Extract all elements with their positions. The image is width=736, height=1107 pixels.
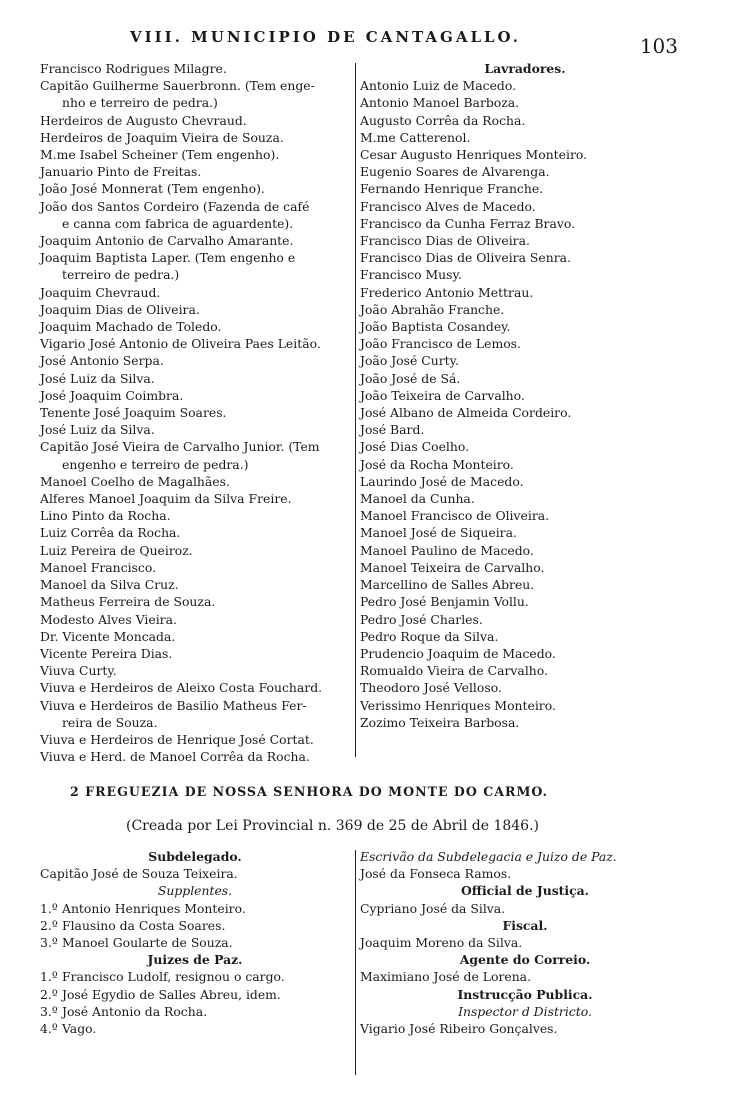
list-item-continuation: nho e terreiro de pedra.): [62, 95, 218, 111]
subdelegado-heading: Subdelegado.: [148, 849, 242, 864]
right-name-list: [360, 60, 690, 731]
list-item: Manoel Francisco.: [40, 559, 157, 575]
official-name: José Antonio da Rocha.: [62, 1003, 208, 1019]
instrucao-heading: Instrucção Publica.: [457, 986, 593, 1002]
list-item: Francisco Musy.: [360, 267, 462, 283]
left-name-list: [40, 60, 350, 765]
list-item: Theodoro José Velloso.: [360, 680, 502, 696]
list-item: Pedro Roque da Silva.: [360, 628, 499, 644]
list-item: Alferes Manoel Joaquim da Silva Freire.: [40, 491, 292, 507]
official-name: Francisco Ludolf, resignou o cargo.: [62, 969, 285, 985]
list-item: Fernando Henrique Franche.: [360, 181, 544, 197]
list-item: José Albano de Almeida Cordeiro.: [360, 405, 572, 421]
list-item: José Joaquim Coimbra.: [40, 387, 184, 403]
list-item: Manoel da Silva Cruz.: [40, 577, 179, 593]
list-item: Verissimo Henriques Monteiro.: [360, 697, 556, 713]
list-item: Prudencio Joaquim de Macedo.: [360, 645, 556, 661]
inspector-name: Vigario José Ribeiro Gonçalves.: [360, 1021, 558, 1037]
list-item: Vigario José Antonio de Oliveira Paes Leitão.: [40, 336, 321, 352]
column-divider: [355, 850, 356, 1075]
running-head: VIII. MUNICIPIO DE CANTAGALLO.: [130, 28, 521, 46]
list-item: Antonio Manoel Barboza.: [360, 95, 520, 111]
list-item: Manoel da Cunha.: [360, 491, 475, 507]
ordinal: 2.º: [40, 917, 58, 933]
list-item: Francisco Alves de Macedo.: [360, 198, 536, 214]
list-item: Herdeiros de Joaquim Vieira de Souza.: [40, 129, 284, 145]
list-item: Francisco da Cunha Ferraz Bravo.: [360, 215, 576, 231]
list-item: M.me Isabel Scheiner (Tem engenho).: [40, 147, 280, 163]
list-item: José Dias Coelho.: [360, 439, 470, 455]
official-name: Flausino da Costa Soares.: [62, 917, 226, 933]
column-divider: [355, 63, 356, 757]
list-item: João José de Sá.: [360, 370, 461, 386]
list-item: Francisco Rodrigues Milagre.: [40, 61, 227, 76]
list-item: Eugenio Soares de Alvarenga.: [360, 164, 550, 180]
correio-heading: Agente do Correio.: [459, 952, 591, 968]
list-item: Manoel Francisco de Oliveira.: [360, 508, 550, 524]
list-item: João José Curty.: [360, 353, 459, 369]
official-heading: Official de Justiça.: [461, 883, 589, 899]
fiscal-name: Joaquim Moreno da Silva.: [360, 935, 523, 951]
ordinal: 2.º: [40, 986, 58, 1002]
list-item: [40, 934, 350, 951]
list-item: M.me Catterenol.: [360, 129, 471, 145]
list-item-continuation: terreiro de pedra.): [62, 267, 180, 283]
list-item: Marcellino de Salles Abreu.: [360, 577, 535, 593]
list-item: Viuva Curty.: [40, 663, 117, 679]
list-item: José da Rocha Monteiro.: [360, 456, 514, 472]
list-item: Romualdo Vieira de Carvalho.: [360, 663, 548, 679]
list-item: José Luiz da Silva.: [40, 370, 155, 386]
list-item: João dos Santos Cordeiro (Fazenda de café: [40, 198, 310, 214]
page-number: 103: [639, 34, 678, 58]
ordinal: 3.º: [40, 935, 58, 951]
list-item: Manoel José de Siqueira.: [360, 525, 517, 541]
section-heading: 2 FREGUEZIA DE NOSSA SENHORA DO MONTE DO CARMO.: [70, 784, 549, 799]
lavradores-heading: Lavradores.: [484, 61, 566, 76]
list-item: João Baptista Cosandey.: [360, 319, 511, 335]
list-item: João Abrahão Franche.: [360, 301, 505, 317]
list-item: Viuva e Herd. de Manoel Corrêa da Rocha.: [40, 749, 310, 765]
list-item: Manoel Coelho de Magalhães.: [40, 473, 230, 489]
list-item: Manoel Teixeira de Carvalho.: [360, 559, 545, 575]
section-subtitle: (Creada por Lei Provincial n. 369 de 25 de Abril de 1846.): [126, 818, 539, 834]
list-item-continuation: engenho e terreiro de pedra.): [62, 456, 249, 472]
list-item: João Francisco de Lemos.: [360, 336, 521, 352]
list-item: Modesto Alves Vieira.: [40, 611, 177, 627]
list-item: Joaquim Baptista Laper. (Tem engenho e: [40, 250, 296, 266]
official-name: Manoel Goularte de Souza.: [62, 935, 233, 951]
list-item: Viuva e Herdeiros de Aleixo Costa Fouchard.: [40, 680, 323, 696]
list-item: Joaquim Antonio de Carvalho Amarante.: [40, 233, 294, 249]
official-name: Antonio Henriques Monteiro.: [62, 900, 246, 916]
list-item: Capitão Guilherme Sauerbronn. (Tem enge-: [40, 78, 315, 94]
list-item: Joaquim Machado de Toledo.: [40, 319, 222, 335]
list-item: Augusto Corrêa da Rocha.: [360, 112, 526, 128]
list-item: Frederico Antonio Mettrau.: [360, 284, 534, 300]
list-item: Joaquim Chevraud.: [40, 284, 161, 300]
list-item: Matheus Ferreira de Souza.: [40, 594, 216, 610]
fiscal-heading: Fiscal.: [502, 917, 548, 933]
list-item-continuation: e canna com fabrica de aguardente).: [62, 215, 294, 231]
list-item: Laurindo José de Macedo.: [360, 473, 524, 489]
list-item: João José Monnerat (Tem engenho).: [40, 181, 265, 197]
subdelegado-name: Capitão José de Souza Teixeira.: [40, 866, 238, 882]
correio-name: Maximiano José de Lorena.: [360, 969, 532, 985]
list-item: [40, 1020, 350, 1037]
list-item: Francisco Dias de Oliveira Senra.: [360, 250, 571, 266]
list-item: Capitão José Vieira de Carvalho Junior. (Tem: [40, 439, 320, 455]
list-item: Herdeiros de Augusto Chevraud.: [40, 112, 247, 128]
list-item: [40, 917, 350, 934]
list-item: João Teixeira de Carvalho.: [360, 387, 525, 403]
list-item: José Bard.: [360, 422, 425, 438]
list-item: Tenente José Joaquim Soares.: [40, 405, 227, 421]
officials-left: [40, 848, 350, 1037]
supplentes-heading: Supplentes.: [157, 883, 233, 899]
ordinal: 4.º: [40, 1021, 58, 1037]
list-item: Cesar Augusto Henriques Monteiro.: [360, 147, 588, 163]
list-item: Luiz Corrêa da Rocha.: [40, 525, 181, 541]
official-name: Vago.: [62, 1021, 97, 1037]
list-item: Francisco Dias de Oliveira.: [360, 233, 530, 249]
list-item: José Antonio Serpa.: [40, 353, 164, 369]
officials-right: [360, 848, 690, 1037]
list-item: Viuva e Herdeiros de Henrique José Cortat.: [40, 731, 314, 747]
list-item: Viuva e Herdeiros de Basilio Matheus Fer-: [40, 697, 307, 713]
ordinal: 1.º: [40, 900, 58, 916]
escrivao-name: José da Fonseca Ramos.: [360, 866, 512, 882]
list-item: Zozimo Teixeira Barbosa.: [360, 714, 520, 730]
list-item: Manoel Paulino de Macedo.: [360, 542, 534, 558]
list-item: Pedro José Benjamin Vollu.: [360, 594, 529, 610]
official-name: José Egydio de Salles Abreu, idem.: [62, 986, 281, 1002]
list-item: Dr. Vicente Moncada.: [40, 628, 176, 644]
list-item: Januario Pinto de Freitas.: [40, 164, 202, 180]
ordinal: 3.º: [40, 1003, 58, 1019]
official-name: Cypriano José da Silva.: [360, 900, 506, 916]
list-item: [40, 968, 350, 985]
list-item: José Luiz da Silva.: [40, 422, 155, 438]
list-item: Luiz Pereira de Queiroz.: [40, 542, 193, 558]
list-item: Pedro José Charles.: [360, 611, 483, 627]
ordinal: 1.º: [40, 969, 58, 985]
list-item-continuation: reira de Souza.: [62, 714, 158, 730]
list-item: Vicente Pereira Dias.: [40, 645, 173, 661]
list-item: [40, 986, 350, 1003]
list-item: Lino Pinto da Rocha.: [40, 508, 171, 524]
list-item: Antonio Luiz de Macedo.: [360, 78, 517, 94]
inspector-heading: Inspector d Districto.: [458, 1003, 592, 1019]
juizes-heading: Juizes de Paz.: [147, 952, 243, 968]
list-item: Joaquim Dias de Oliveira.: [40, 301, 200, 317]
escrivao-heading: Escrivão da Subdelegacia e Juizo de Paz.: [360, 849, 617, 864]
list-item: [40, 1003, 350, 1020]
list-item: [40, 900, 350, 917]
